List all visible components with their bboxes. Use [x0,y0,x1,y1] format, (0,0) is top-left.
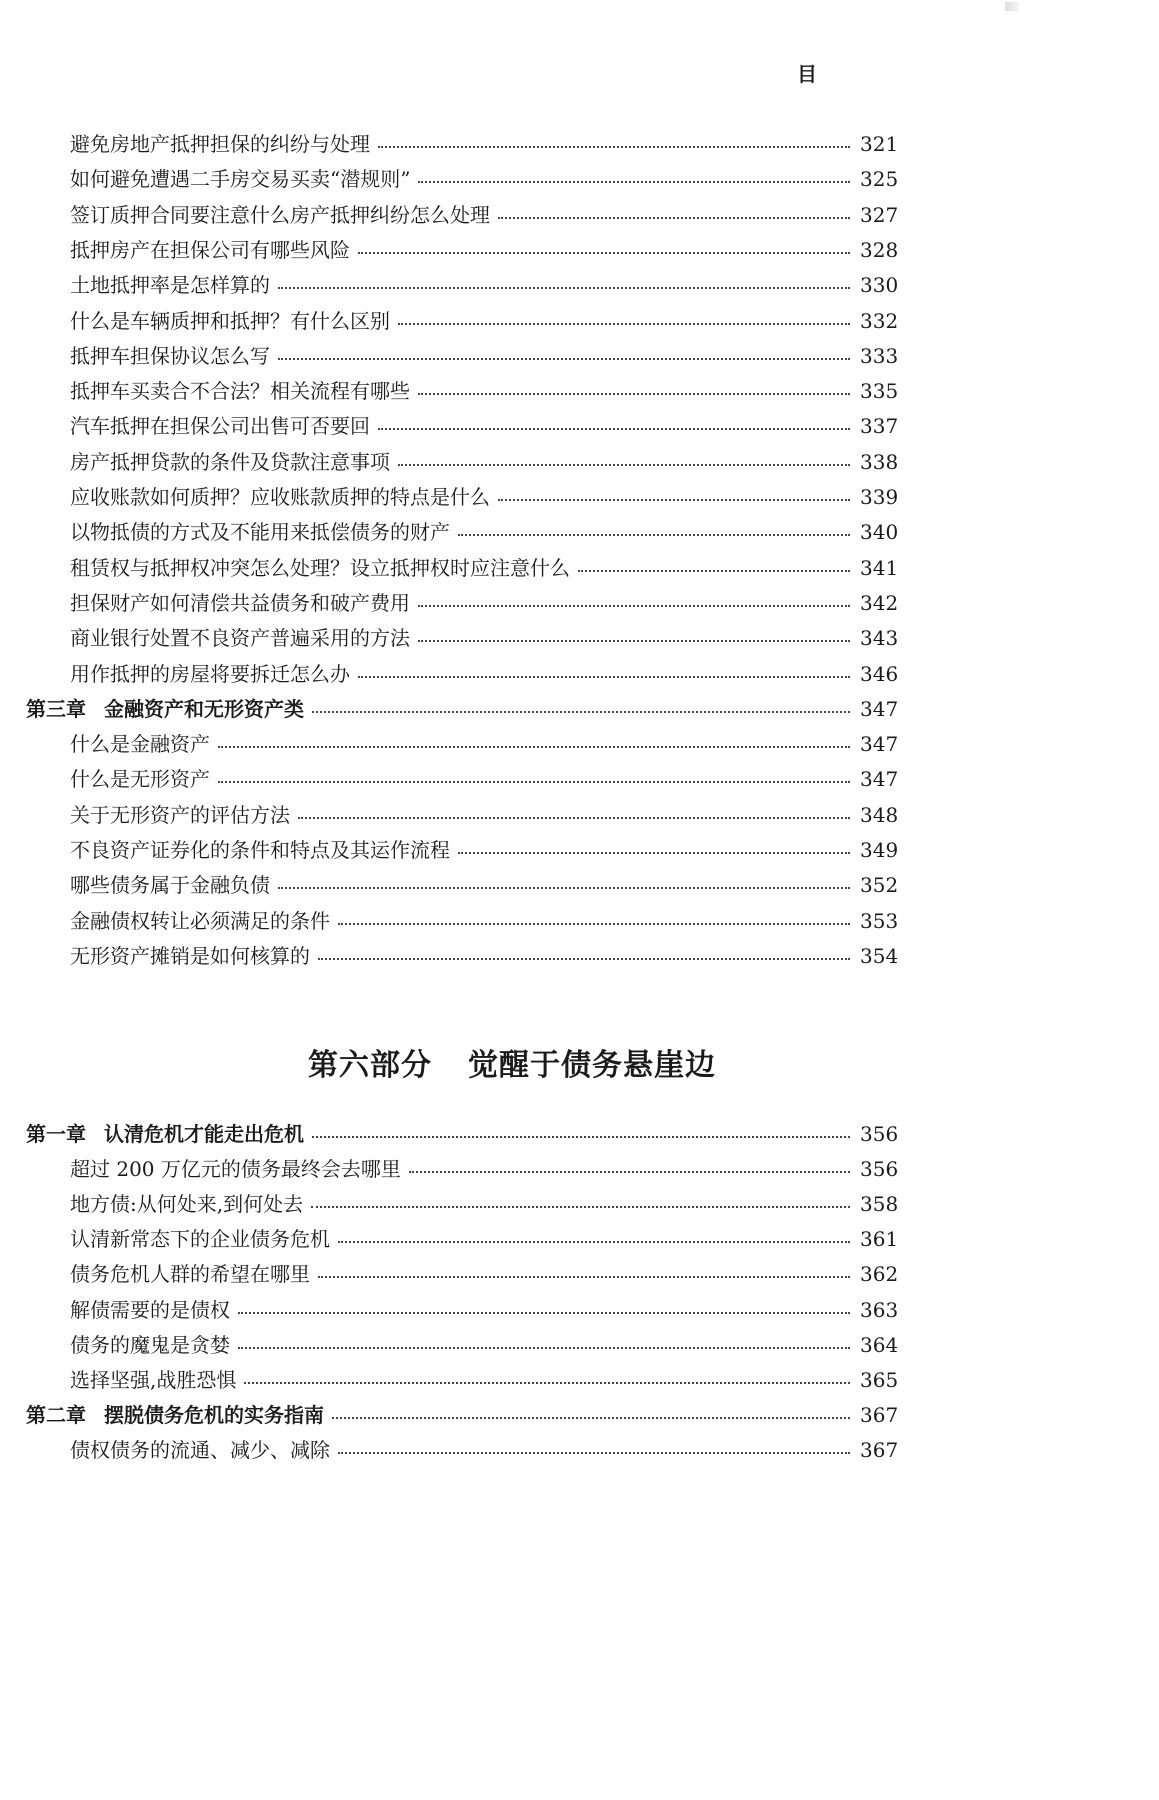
chapter-number: 第二章 [26,1402,86,1427]
toc-entry-label [70,1328,230,1362]
toc-entry-title: 用作抵押的房屋将要拆迁怎么办 [70,661,350,686]
toc-page-number: 362 [860,1262,899,1287]
dot-leader [418,605,850,607]
toc-page-number: 347 [860,732,899,757]
dot-leader [318,1276,850,1278]
toc-page-number: 353 [860,908,899,933]
toc-entry-title: 担保财产如何清偿共益债务和破产费用 [70,590,410,615]
dot-leader [398,323,850,325]
dot-leader [278,358,850,360]
toc-entry-title: 抵押车担保协议怎么写 [70,343,270,368]
toc-entry-row [0,162,1024,196]
toc-entry-row [0,409,1024,443]
toc-entry-row [0,127,1024,161]
toc-entry-label [70,162,410,196]
toc-entry-label [70,1433,330,1467]
toc-entry-row [0,1433,1024,1467]
toc-entry-title: 无形资产摊销是如何核算的 [70,943,310,968]
chapter-number: 第一章 [26,1122,86,1146]
toc-entry-row [0,1328,1024,1362]
dot-leader [312,711,850,713]
dot-leader [278,287,850,289]
toc-page-number: 338 [860,449,899,474]
toc-entry-row [0,939,1024,973]
toc-entry-label [70,586,410,620]
toc-page-number: 367 [860,1402,899,1427]
toc-page-number: 333 [860,343,899,368]
toc-entry-title: 什么是车辆质押和抵押？有什么区别 [70,308,390,333]
dot-leader [418,640,850,642]
toc-entry-title: 汽车抵押在担保公司出售可否要回 [70,414,370,439]
toc-entry-title: 避免房地产抵押担保的纠纷与处理 [70,132,370,156]
dot-leader [409,1171,850,1173]
toc-entry-title: 以物抵债的方式及不能用来抵偿债务的财产 [70,520,450,545]
toc-entry-title: 土地抵押率是怎样算的 [70,273,270,298]
running-head: 目 [797,62,817,86]
toc-entry-row [0,1293,1024,1327]
toc-entry-title: 签订质押合同要注意什么房产抵押纠纷怎么处理 [70,202,490,227]
dot-leader [338,923,850,925]
toc-entry-label [70,939,310,973]
toc-page-number: 365 [860,1367,899,1392]
toc-entry-row [0,657,1024,691]
dot-leader [218,781,850,783]
toc-entry-label [70,304,390,338]
toc-entry-label [70,1222,330,1256]
toc-entry-title: 地方债:从何处来,到何处去 [70,1192,304,1217]
toc-entry-label [70,1257,310,1291]
dot-leader [311,1206,850,1208]
toc-entry-title: 哪些债务属于金融负债 [70,873,270,898]
part-title [0,1040,1024,1090]
toc-page-number: 343 [860,626,899,651]
toc-entry-title: 认清新常态下的企业债务危机 [70,1227,330,1252]
chapter-number: 第三章 [26,696,86,721]
toc-page-number: 339 [860,485,899,509]
toc-chapter-row [0,1398,1024,1432]
toc-page-number: 352 [860,873,899,898]
toc-entry-row [0,586,1024,620]
toc-page-number: 332 [860,308,899,333]
toc-entry-title: 债权债务的流通、减少、减除 [70,1437,330,1462]
toc-page-number: 364 [860,1332,899,1357]
toc-entry-label [70,409,370,443]
toc-entry-label [70,339,270,373]
toc-entry-row [0,833,1024,867]
toc-page-number: 356 [860,1157,899,1182]
dot-leader [218,746,850,748]
toc-entry-label [70,551,570,585]
dot-leader [458,852,850,854]
toc-entry-label [70,233,350,267]
toc-entry-title: 什么是金融资产 [70,732,210,757]
dot-leader [238,1347,850,1349]
toc-page-number: 348 [860,802,899,827]
toc-entry-label [70,798,290,832]
toc-entry-label [70,374,410,408]
toc-entry-row [0,1222,1024,1256]
toc-entry-label [70,1293,230,1327]
toc-entry-label [26,1398,324,1432]
dot-leader [418,181,850,183]
toc-entry-row [0,1257,1024,1291]
toc-entry-row [0,621,1024,655]
dot-leader [338,1241,850,1243]
toc-entry-row [0,1187,1024,1221]
toc-entry-row [0,445,1024,479]
toc-entry-title: 选择坚强,战胜恐惧 [70,1367,237,1392]
toc-entry-label [70,904,330,938]
toc-entry-row [0,198,1024,232]
dot-leader [418,393,850,395]
toc-page-number: 328 [860,237,899,262]
dot-leader [332,1417,850,1419]
toc-page-number: 367 [860,1437,899,1462]
toc-page-number: 325 [860,167,899,192]
toc-page-number: 363 [860,1297,899,1322]
toc-entry-label [70,127,370,161]
toc-entry-title: 如何避免遭遇二手房交易买卖“潜规则” [70,167,411,192]
dot-leader [498,217,850,219]
page-corner-mark [1005,2,1019,11]
toc-entry-title: 租赁权与抵押权冲突怎么处理？设立抵押权时应注意什么 [70,555,570,580]
toc-page-number: 330 [860,273,899,298]
toc-page-number: 335 [860,379,899,404]
toc-entry-row [0,1363,1024,1397]
toc-page-number: 342 [860,590,899,615]
dot-leader [312,1136,850,1138]
toc-entry-title: 商业银行处置不良资产普遍采用的方法 [70,626,410,651]
toc-entry-label [70,480,490,514]
toc-entry-row [0,727,1024,761]
toc-page-number: 340 [860,520,899,545]
toc-page-number: 356 [860,1122,899,1146]
toc-entry-label [70,621,410,655]
toc-entry-label [70,198,490,232]
toc-page-number: 346 [860,661,899,686]
toc-entry-label [70,868,270,902]
toc-entry-title: 抵押房产在担保公司有哪些风险 [70,237,350,262]
dot-leader [358,676,850,678]
toc-entry-title: 解债需要的是债权 [70,1297,230,1322]
toc-page-number: 321 [860,132,899,156]
dot-leader [498,499,850,501]
toc-chapter-row [0,692,1024,726]
toc-page-number: 341 [860,555,899,580]
dot-leader [578,570,850,572]
dot-leader [244,1382,850,1384]
dot-leader [458,534,850,536]
toc-entry-row [0,868,1024,902]
toc-entry-title: 债务的魔鬼是贪婪 [70,1332,230,1357]
toc-entry-title: 金融资产和无形资产类 [104,696,304,721]
toc-entry-title: 抵押车买卖合不合法？相关流程有哪些 [70,379,410,404]
toc-entry-label [70,762,210,796]
toc-entry-row [0,268,1024,302]
toc-entry-row [0,480,1024,514]
toc-entry-label [70,833,450,867]
toc-page-number: 361 [860,1227,899,1252]
toc-entry-title: 认清危机才能走出危机 [104,1122,304,1146]
part-title-text: 觉醒于债务悬崖边 [468,1048,716,1083]
toc-page-number: 347 [860,696,899,721]
toc-entry-title: 超过 200 万亿元的债务最终会去哪里 [70,1157,401,1182]
toc-entry-title: 关于无形资产的评估方法 [70,802,290,827]
toc-entry-label [70,445,390,479]
toc-entry-title: 金融债权转让必须满足的条件 [70,908,330,933]
part-number: 第六部分 [308,1048,432,1083]
toc-entry-row [0,374,1024,408]
toc-entry-label [26,692,304,726]
toc-entry-label [70,727,210,761]
toc-entry-row [0,515,1024,549]
toc-entry-label [26,1117,304,1151]
dot-leader [338,1452,850,1454]
toc-entry-row [0,798,1024,832]
dot-leader [378,428,850,430]
toc-entry-label [70,1187,303,1221]
toc-page-number: 327 [860,202,899,227]
toc-entry-row [0,762,1024,796]
toc-entry-title: 债务危机人群的希望在哪里 [70,1262,310,1287]
toc-entry-row [0,551,1024,585]
toc-entry-label [70,1363,236,1397]
toc-entry-row [0,339,1024,373]
dot-leader [398,464,850,466]
toc-entry-row [0,904,1024,938]
toc-chapter-row [0,1117,1024,1151]
dot-leader [238,1312,850,1314]
toc-page-number: 349 [860,838,899,862]
dot-leader [298,817,850,819]
toc-entry-label [70,1152,401,1186]
dot-leader [278,887,850,889]
dot-leader [318,958,850,960]
toc-entry-label [70,268,270,302]
toc-entry-row [0,233,1024,267]
toc-entry-title: 什么是无形资产 [70,767,210,792]
toc-entry-row [0,1152,1024,1186]
toc-entry-row [0,304,1024,338]
toc-entry-title: 不良资产证券化的条件和特点及其运作流程 [70,838,450,862]
toc-entry-label [70,515,450,549]
dot-leader [358,252,850,254]
toc-entry-title: 房产抵押贷款的条件及贷款注意事项 [70,449,390,474]
toc-page-number: 337 [860,414,899,439]
toc-page-number: 347 [860,767,899,792]
toc-page-number: 358 [860,1192,899,1217]
toc-entry-title: 应收账款如何质押？应收账款质押的特点是什么 [70,485,490,509]
toc-page-number: 354 [860,943,899,968]
toc-entry-title: 摆脱债务危机的实务指南 [104,1402,324,1427]
dot-leader [378,146,850,148]
toc-entry-label [70,657,350,691]
